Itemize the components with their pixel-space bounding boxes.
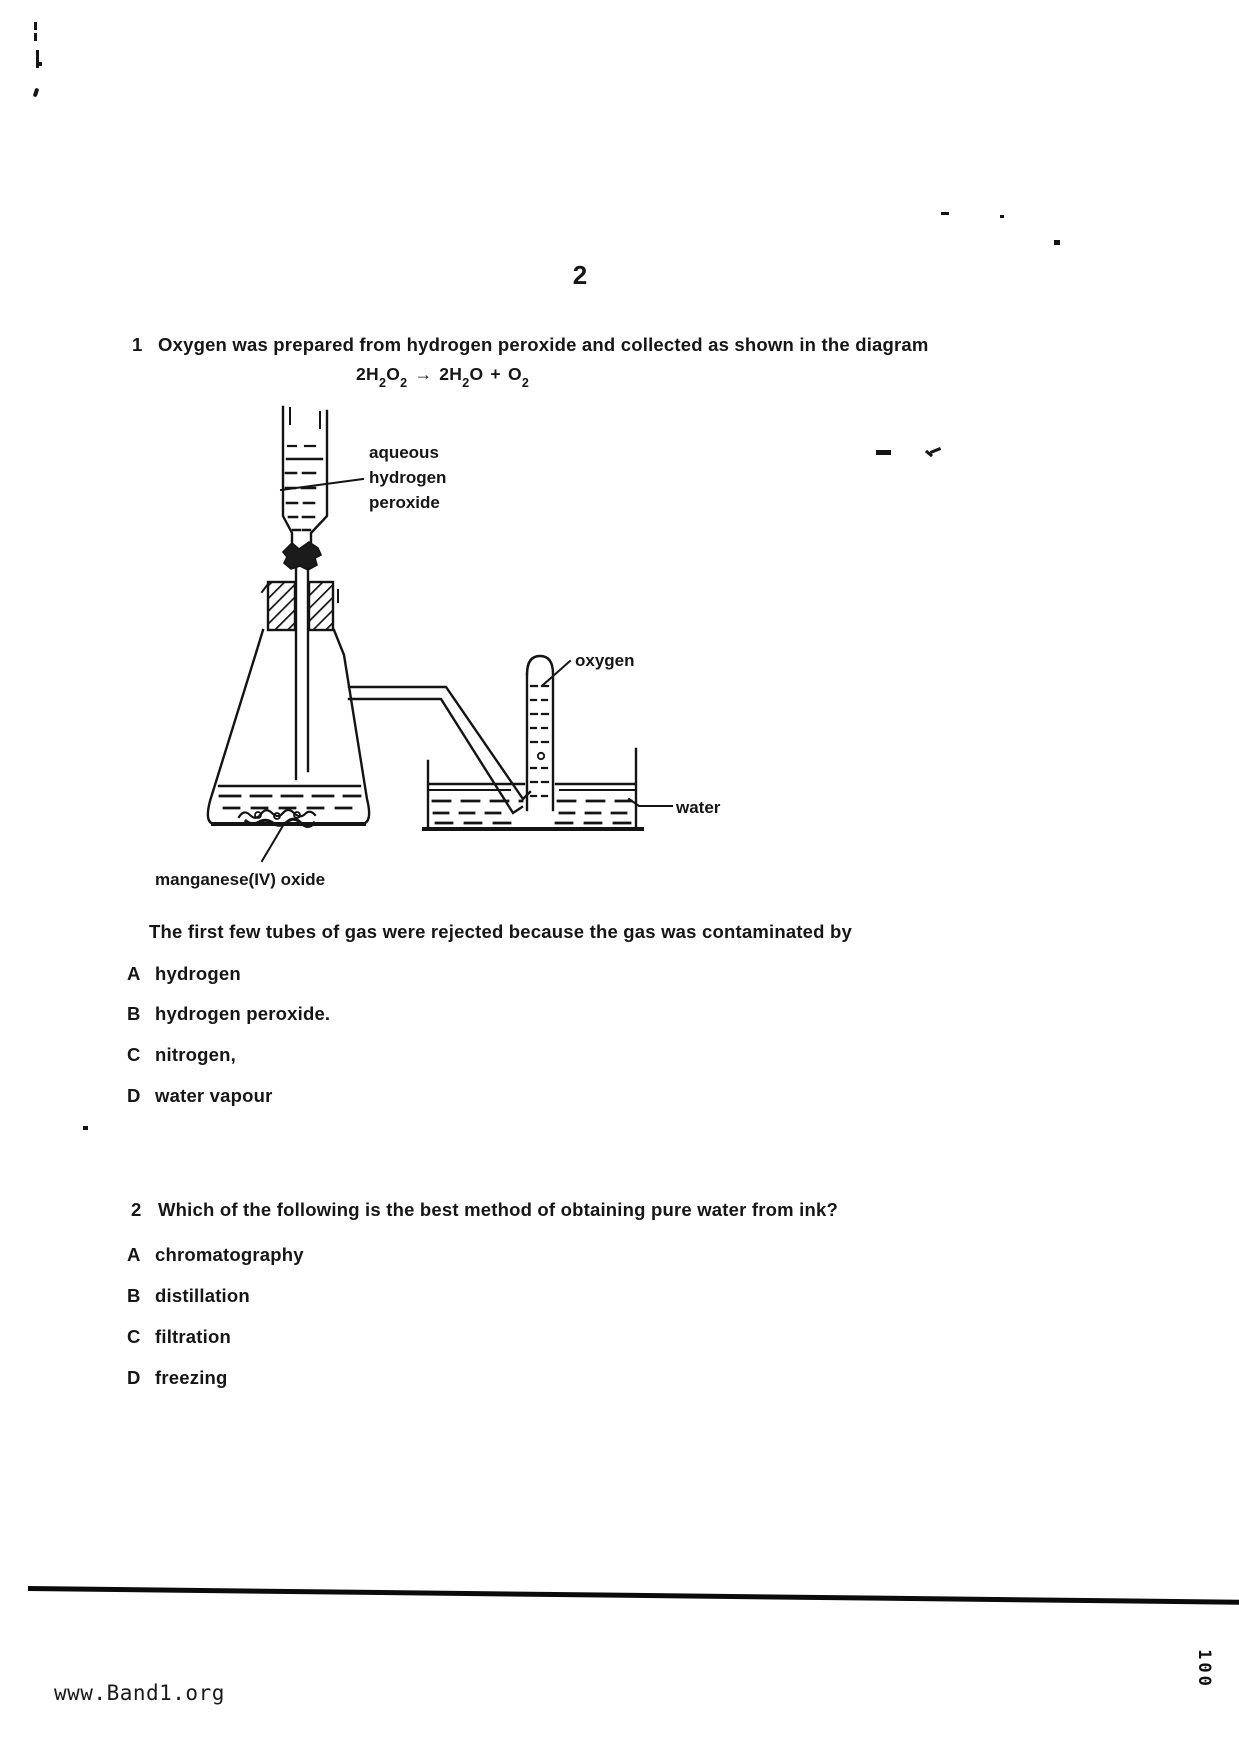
scan-artifact [930, 447, 941, 454]
stopper [262, 582, 338, 630]
option-letter: C [127, 1326, 141, 1347]
option-text: chromatography [155, 1244, 304, 1265]
scan-artifact [941, 212, 949, 215]
option-letter: B [127, 1285, 141, 1306]
funnel-stem [296, 568, 308, 779]
option-letter: A [127, 1244, 141, 1265]
leader-oxygen [543, 661, 570, 685]
label-line: hydrogen [369, 468, 447, 487]
option-text: distillation [155, 1285, 250, 1306]
chemical-equation [356, 364, 529, 388]
scan-artifact [876, 450, 891, 455]
equation-arrow: → [414, 364, 433, 384]
equation-term: O [386, 364, 401, 384]
question-2-option-c [127, 1326, 231, 1348]
option-text: hydrogen [155, 963, 241, 984]
equation-term: 2H [356, 364, 379, 384]
leader-aqueous [281, 479, 363, 490]
scan-artifact [39, 62, 42, 66]
option-text: nitrogen, [155, 1044, 236, 1065]
funnel-tube [283, 407, 327, 542]
question-1-option-c [127, 1044, 236, 1066]
option-letter: D [127, 1085, 141, 1106]
catalyst-granules [239, 810, 315, 827]
label-aqueous-hydrogen-peroxide [369, 440, 446, 515]
option-text: hydrogen peroxide. [155, 1003, 331, 1024]
scan-edge-line [28, 1586, 1239, 1605]
question-1-prompt: Oxygen was prepared from hydrogen peroxide and collected as shown in the diagram [158, 334, 929, 355]
trough [424, 749, 642, 829]
equation-subscript: 2 [400, 375, 408, 390]
equation-term: 2H [439, 364, 463, 384]
tap [283, 542, 321, 570]
equation-plus: + [490, 364, 501, 384]
label-water: water [676, 798, 721, 817]
question-1-stem: The first few tubes of gas were rejected because the gas was contaminated by [149, 921, 852, 942]
option-text: water vapour [155, 1085, 273, 1106]
question-2-option-d [127, 1367, 228, 1389]
equation-term: O [469, 364, 484, 384]
scan-artifact [1054, 240, 1060, 245]
option-letter: C [127, 1044, 141, 1065]
equation-subscript: 2 [462, 375, 470, 390]
question-2-option-a [127, 1244, 304, 1266]
label-line: peroxide [369, 493, 440, 512]
option-text: filtration [155, 1326, 231, 1347]
question-1-option-b [127, 1003, 330, 1025]
equation-subscript: 2 [521, 375, 530, 390]
option-letter: D [127, 1367, 141, 1388]
label-line: aqueous [369, 443, 439, 462]
option-text: freezing [155, 1367, 228, 1388]
delivery-tube [349, 687, 530, 813]
footer-website: www.Band1.org [54, 1681, 225, 1705]
question-1-option-a [127, 963, 241, 985]
side-page-code [1172, 1644, 1236, 1694]
leader-catalyst [262, 824, 284, 861]
option-letter: A [127, 963, 141, 984]
scan-artifact [34, 33, 37, 41]
equation-term: O [507, 364, 522, 384]
side-page-code-text: 100 [1194, 1649, 1214, 1689]
question-1-number: 1 [132, 334, 143, 355]
question-2-prompt: Which of the following is the best method of obtaining pure water from ink? [158, 1199, 838, 1220]
label-oxygen: oxygen [575, 651, 635, 670]
label-manganese-oxide: manganese(IV) oxide [155, 870, 326, 889]
scan-artifact [1000, 215, 1004, 218]
flask [208, 630, 369, 827]
scan-artifact [33, 88, 40, 98]
option-letter: B [127, 1003, 141, 1024]
question-2-number: 2 [131, 1199, 142, 1220]
scan-artifact [83, 1126, 88, 1130]
question-1-option-d [127, 1085, 273, 1107]
page-number: 2 [572, 260, 588, 290]
equation-subscript: 2 [378, 375, 387, 390]
scan-artifact [34, 22, 37, 30]
question-2-option-b [127, 1285, 250, 1307]
